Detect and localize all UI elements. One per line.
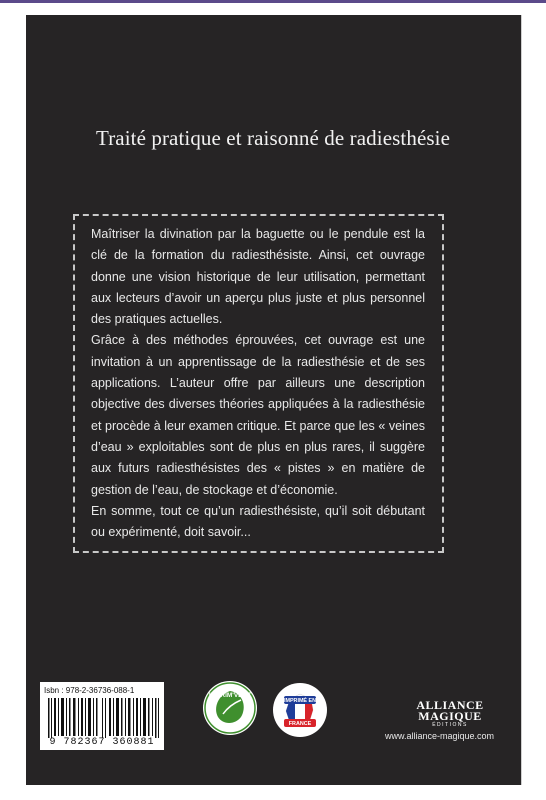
- top-edge-line: [0, 0, 546, 3]
- publisher-website: www.alliance-magique.com: [384, 731, 494, 741]
- barcode-icon: [48, 698, 160, 738]
- imprime-en-label: IMPRIMÉ EN: [283, 698, 317, 705]
- description-paragraph-3: En somme, tout ce qu’un radiesthésiste, qu’il soit débutant ou expérimenté, doit savoir...: [91, 503, 425, 540]
- description-text: [91, 224, 425, 543]
- barcode-number: 9 782367 360881: [49, 737, 155, 748]
- france-label: FRANCE: [288, 721, 312, 728]
- imprime-en-france-icon: [273, 683, 327, 737]
- book-title: Traité pratique et raisonné de radiesthésie: [96, 126, 450, 150]
- imprime-en-france-badge: [273, 683, 327, 737]
- publisher-editions: ÉDITIONS: [432, 722, 468, 728]
- imprim-vert-label: IMPRIM'VERT: [208, 692, 252, 699]
- isbn-text: Isbn : 978-2-36736-088-1: [44, 686, 135, 695]
- description-paragraph-2: Grâce à des méthodes éprouvées, cet ouvrage est une invitation à un apprentissage de la radiesthésie et de ses applications. L’auteur offre par ailleurs une description objective des diverses théories appliquées à la radiesthésie et procède à leur examen critique. Et parce que les « veines d’eau » exploitables sont de plus en plus rares, il suggère aux futurs radiesthésistes des « pistes » en matière de gestion de l’eau, de stockage et d’économie.: [91, 333, 425, 497]
- publisher-name-bottom: MAGIQUE: [418, 709, 482, 723]
- description-paragraph-1: Maîtriser la divination par la baguette ou le pendule est la clé de la formation du radiesthésiste. Ainsi, cet ouvrage donne une vision historique de leur utilisation, permettant aux lecteurs d’avoir un aperçu plus juste et plus personnel des pratiques actuelles.: [91, 227, 425, 327]
- imprim-vert-badge: [203, 681, 257, 735]
- publisher-logo: [406, 700, 494, 728]
- barcode-label: [40, 682, 164, 750]
- imprim-vert-icon: [203, 681, 257, 735]
- publisher-name-top: ALLIANCE: [416, 698, 484, 712]
